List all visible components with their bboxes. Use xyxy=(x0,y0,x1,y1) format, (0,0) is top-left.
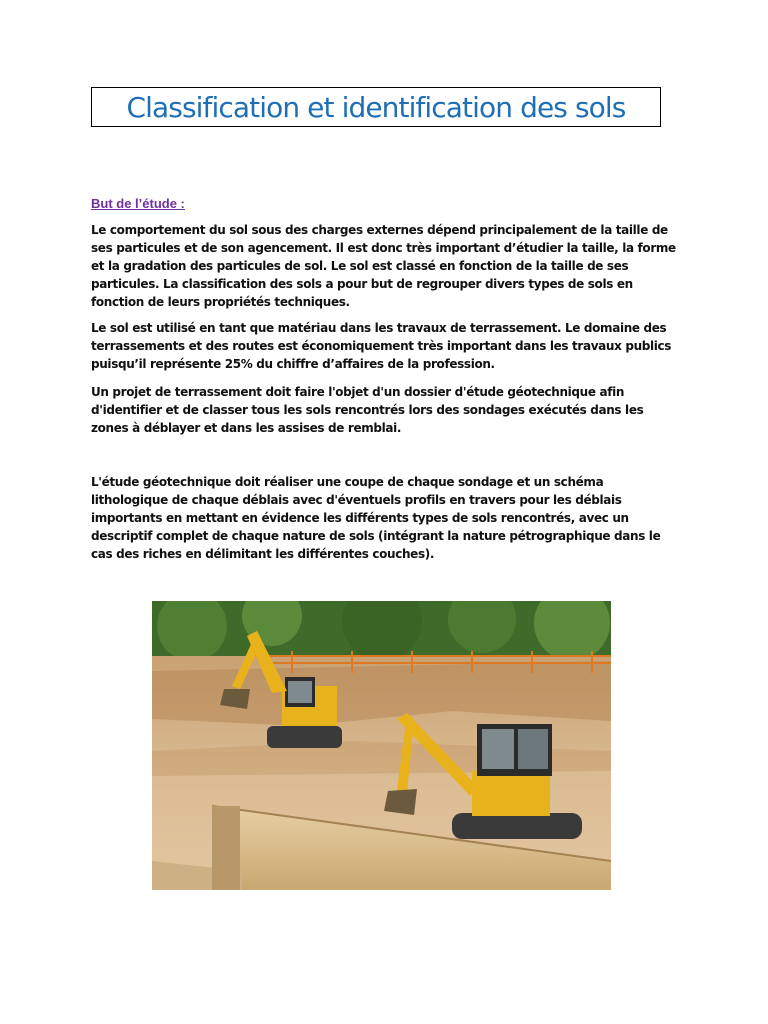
paragraph: Le comportement du sol sous des charges externes dépend principalement de la taille de ses particules et de son agencement. Il est donc très important d’étudier la taille, la forme et la gradation des particules de sol. Le sol est classé en fonction de la taille de ses particules. La classification des sols a pour but de regrouper divers types de sols en fonction de leurs propriétés techniques. xyxy=(91,223,676,309)
title-box xyxy=(91,87,661,127)
paragraph: L'étude géotechnique doit réaliser une coupe de chaque sondage et un schéma lithologique de chaque déblais avec d'éventuels profils en travers pour les déblais importants en mettant en évidence les différents types de sols rencontrés, avec un descriptif complet de chaque nature de sols (intégrant la nature pétrographique dans le cas des riches en délimitant les différentes couches). xyxy=(91,475,661,561)
section-heading: But de l’étude : xyxy=(91,196,185,211)
excavators-photo xyxy=(152,601,611,890)
paragraph: Le sol est utilisé en tant que matériau dans les travaux de terrassement. Le domaine des terrassements et des routes est économiquement très important dans les travaux publics puisqu’il représente 25% du chiffre d’affaires de la profession. xyxy=(91,321,672,371)
page-title: Classification et identification des sols xyxy=(126,90,626,124)
paragraph: Un projet de terrassement doit faire l'objet d'un dossier d'étude géotechnique afin d'identifier et de classer tous les sols rencontrés lors des sondages exécutés dans les zones à déblayer et dans les assises de remblai. xyxy=(91,385,644,435)
